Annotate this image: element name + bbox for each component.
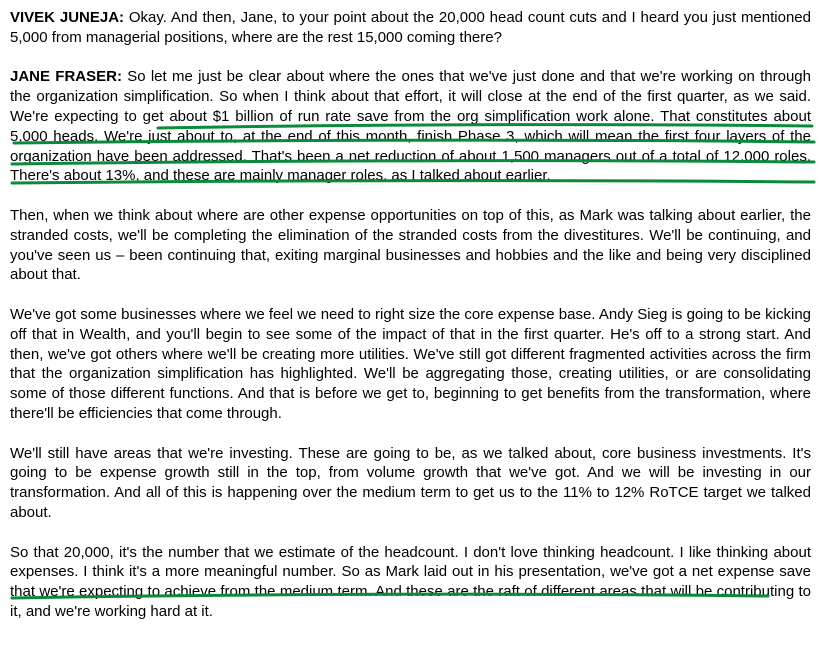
paragraph-text: Then, when we think about where are other expense opportunities on top of this, as Mark was talking about earlier, the stranded costs, we'll be completing the elimination of the stranded costs from the divestitures. We'll be continuing, and you've seen us – been continuing that, exiting marginal businesses and hobbies and the like and being very disciplined about that. <box>10 206 811 284</box>
paragraph-vivek-juneja <box>10 8 811 48</box>
paragraph-text: So that 20,000, it's the number that we estimate of the headcount. I don't love thinking headcount. I like thinking about expenses. I think it's a more meaningful number. So as Mark laid out in his presentation, we've got a net expense save that we're expecting to achieve from the medium term. And these are the raft of different areas that will be contributing to it, and we're working hard at it. <box>10 543 811 620</box>
paragraph-text: We've got some businesses where we feel we need to right size the core expense base. Andy Sieg is going to be kicking off that in Wealth, and you'll begin to see some of the impact of that in the first quarter. He's off to a strong start. And then, we've got others where we'll be creating more utilities. We've still got different fragmented activities across the firm that the organization simplification has highlighted. We'll be aggregating those, creating utilities, or are consolidating some of those different functions. And that is before we get to, beginning to get benefits from the transformation, where there'll be efficiencies that come through. <box>10 305 811 422</box>
paragraph-stranded-costs <box>10 206 811 285</box>
paragraph-headcount <box>10 543 811 622</box>
speaker-name: JANE FRASER: <box>10 68 122 86</box>
paragraph-jane-fraser <box>10 67 811 186</box>
paragraph-text: So let me just be clear about where the ones that we've just done and that we're working on through the organization simplification. So when I think about that effort, it will close at the end of the first quarter, as we said. We're expecting to get about $1 billion of run rate save from the org simplification work alone. That constitutes about 5,000 heads. We're just about to, at the end of this month, finish Phase 3, which will mean the first four layers of the organization have been addressed. That's been a net reduction of about 1,500 managers out of a total of 12,000 roles. There's about 13%, and these are mainly manager roles, as I talked about earlier. <box>10 68 811 185</box>
transcript <box>10 8 811 642</box>
paragraph-investing <box>10 444 811 523</box>
paragraph-core-expense <box>10 305 811 424</box>
paragraph-text: We'll still have areas that we're investing. These are going to be, as we talked about, core business investments. It's going to be expense growth still in the top, from volume growth that we've got. And we will be investing in our transformation. And all of this is happening over the medium term to get us to the 11% to 12% RoTCE target we talked about. <box>10 444 811 521</box>
paragraph-text: Okay. And then, Jane, to your point about the 20,000 head count cuts and I heard you just mentioned 5,000 from managerial positions, where are the rest 15,000 coming there? <box>10 9 811 46</box>
speaker-name: VIVEK JUNEJA: <box>10 9 125 26</box>
